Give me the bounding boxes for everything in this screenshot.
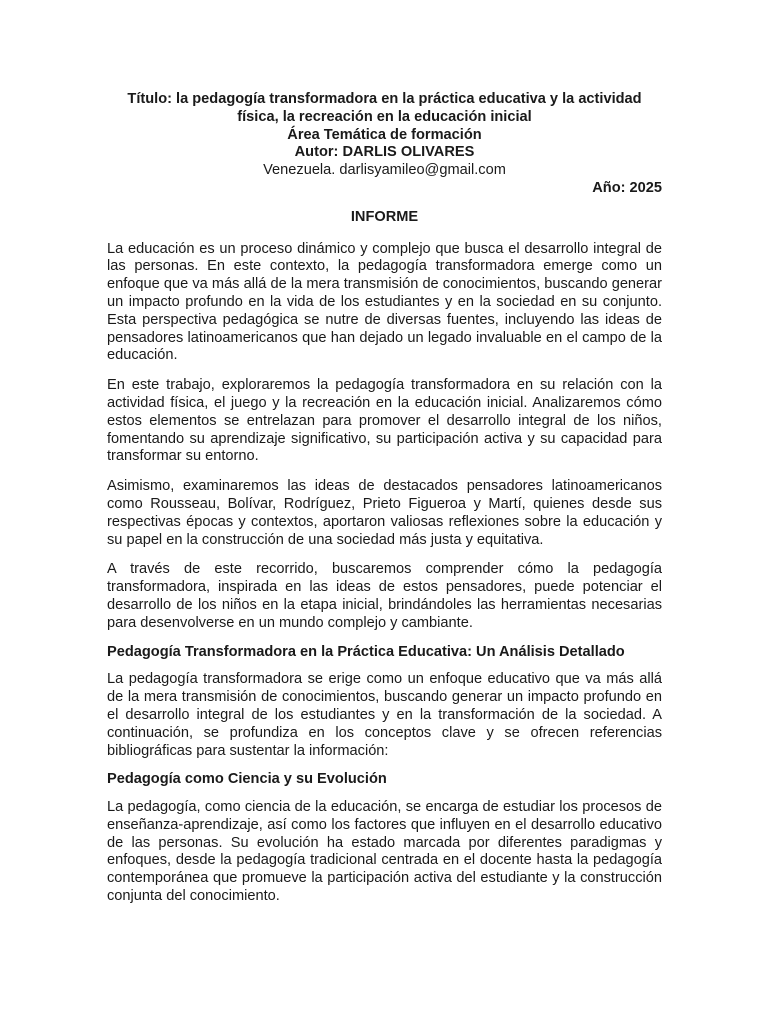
document-title-line-2: física, la recreación en la educación inicial (237, 108, 532, 125)
intro-paragraph-4: A través de este recorrido, buscaremos comprender cómo la pedagogía transformadora, inspirada en las ideas de estos pensadores, puede potenciar el desarrollo de los niños en la etapa inicial, brindándoles las herramientas necesarias para desenvolverse en un mundo complejo y cambiante. (107, 561, 662, 631)
section-heading-ciencia: Pedagogía como Ciencia y su Evolución (107, 771, 387, 788)
report-title: INFORME (350, 208, 419, 225)
section-paragraph-transformadora: La pedagogía transformadora se erige como un enfoque educativo que va más allá de la mera transmisión de conocimientos, buscando generar un impacto profundo en el desarrollo integral de los estudiantes y en la transformación de la sociedad. A continuación, se profundiza en los conceptos clave y se ofrecen referencias bibliográficas para sustentar la información: (107, 671, 662, 759)
intro-paragraph-2: En este trabajo, exploraremos la pedagogía transformadora en su relación con la actividad física, el juego y la recreación en la educación inicial. Analizaremos cómo estos elementos se entrelazan para promover el desarrollo integral de los niños, fomentando su aprendizaje significativo, su participación activa y su capacidad para transformar su entorno. (107, 377, 662, 465)
document-title-line-1: Título: la pedagogía transformadora en la práctica educativa y la actividad (127, 91, 642, 107)
section-paragraph-ciencia: La pedagogía, como ciencia de la educación, se encarga de estudiar los procesos de enseñanza-aprendizaje, así como los factores que influyen en el desarrollo educativo de las personas. Su evolución ha estado marcada por diferentes paradigmas y enfoques, desde la pedagogía tradicional centrada en el docente hasta la pedagogía contemporánea que promueve la participación activa del estudiante y la construcción conjunta del conocimiento. (107, 799, 662, 905)
intro-paragraph-1: La educación es un proceso dinámico y complejo que busca el desarrollo integral de las personas. En este contexto, la pedagogía transformadora emerge como un enfoque que va más allá de la mera transmisión de conocimientos, buscando generar un impacto profundo en la vida de los estudiantes y en la sociedad en su conjunto. Esta perspectiva pedagógica se nutre de diversas fuentes, incluyendo las ideas de pensadores latinoamericanos que han dejado un legado invaluable en el campo de la educación. (107, 240, 662, 364)
author-contact: Venezuela. darlisyamileo@gmail.com (263, 162, 506, 179)
intro-paragraph-3: Asimismo, examinaremos las ideas de destacados pensadores latinoamericanos como Rousseau, Bolívar, Rodríguez, Prieto Figueroa y Martí, quienes desde sus respectivas épocas y contextos, aportaron valiosas reflexiones sobre la educación y su papel en la construcción de una sociedad más justa y equitativa. (107, 478, 662, 548)
thematic-area: Área Temática de formación (287, 126, 482, 143)
author-name: Autor: DARLIS OLIVARES (294, 144, 475, 161)
section-heading-transformadora: Pedagogía Transformadora en la Práctica Educativa: Un Análisis Detallado (107, 643, 625, 660)
document-year: Año: 2025 (592, 179, 662, 196)
document-page (107, 91, 662, 906)
document-header (107, 91, 662, 180)
